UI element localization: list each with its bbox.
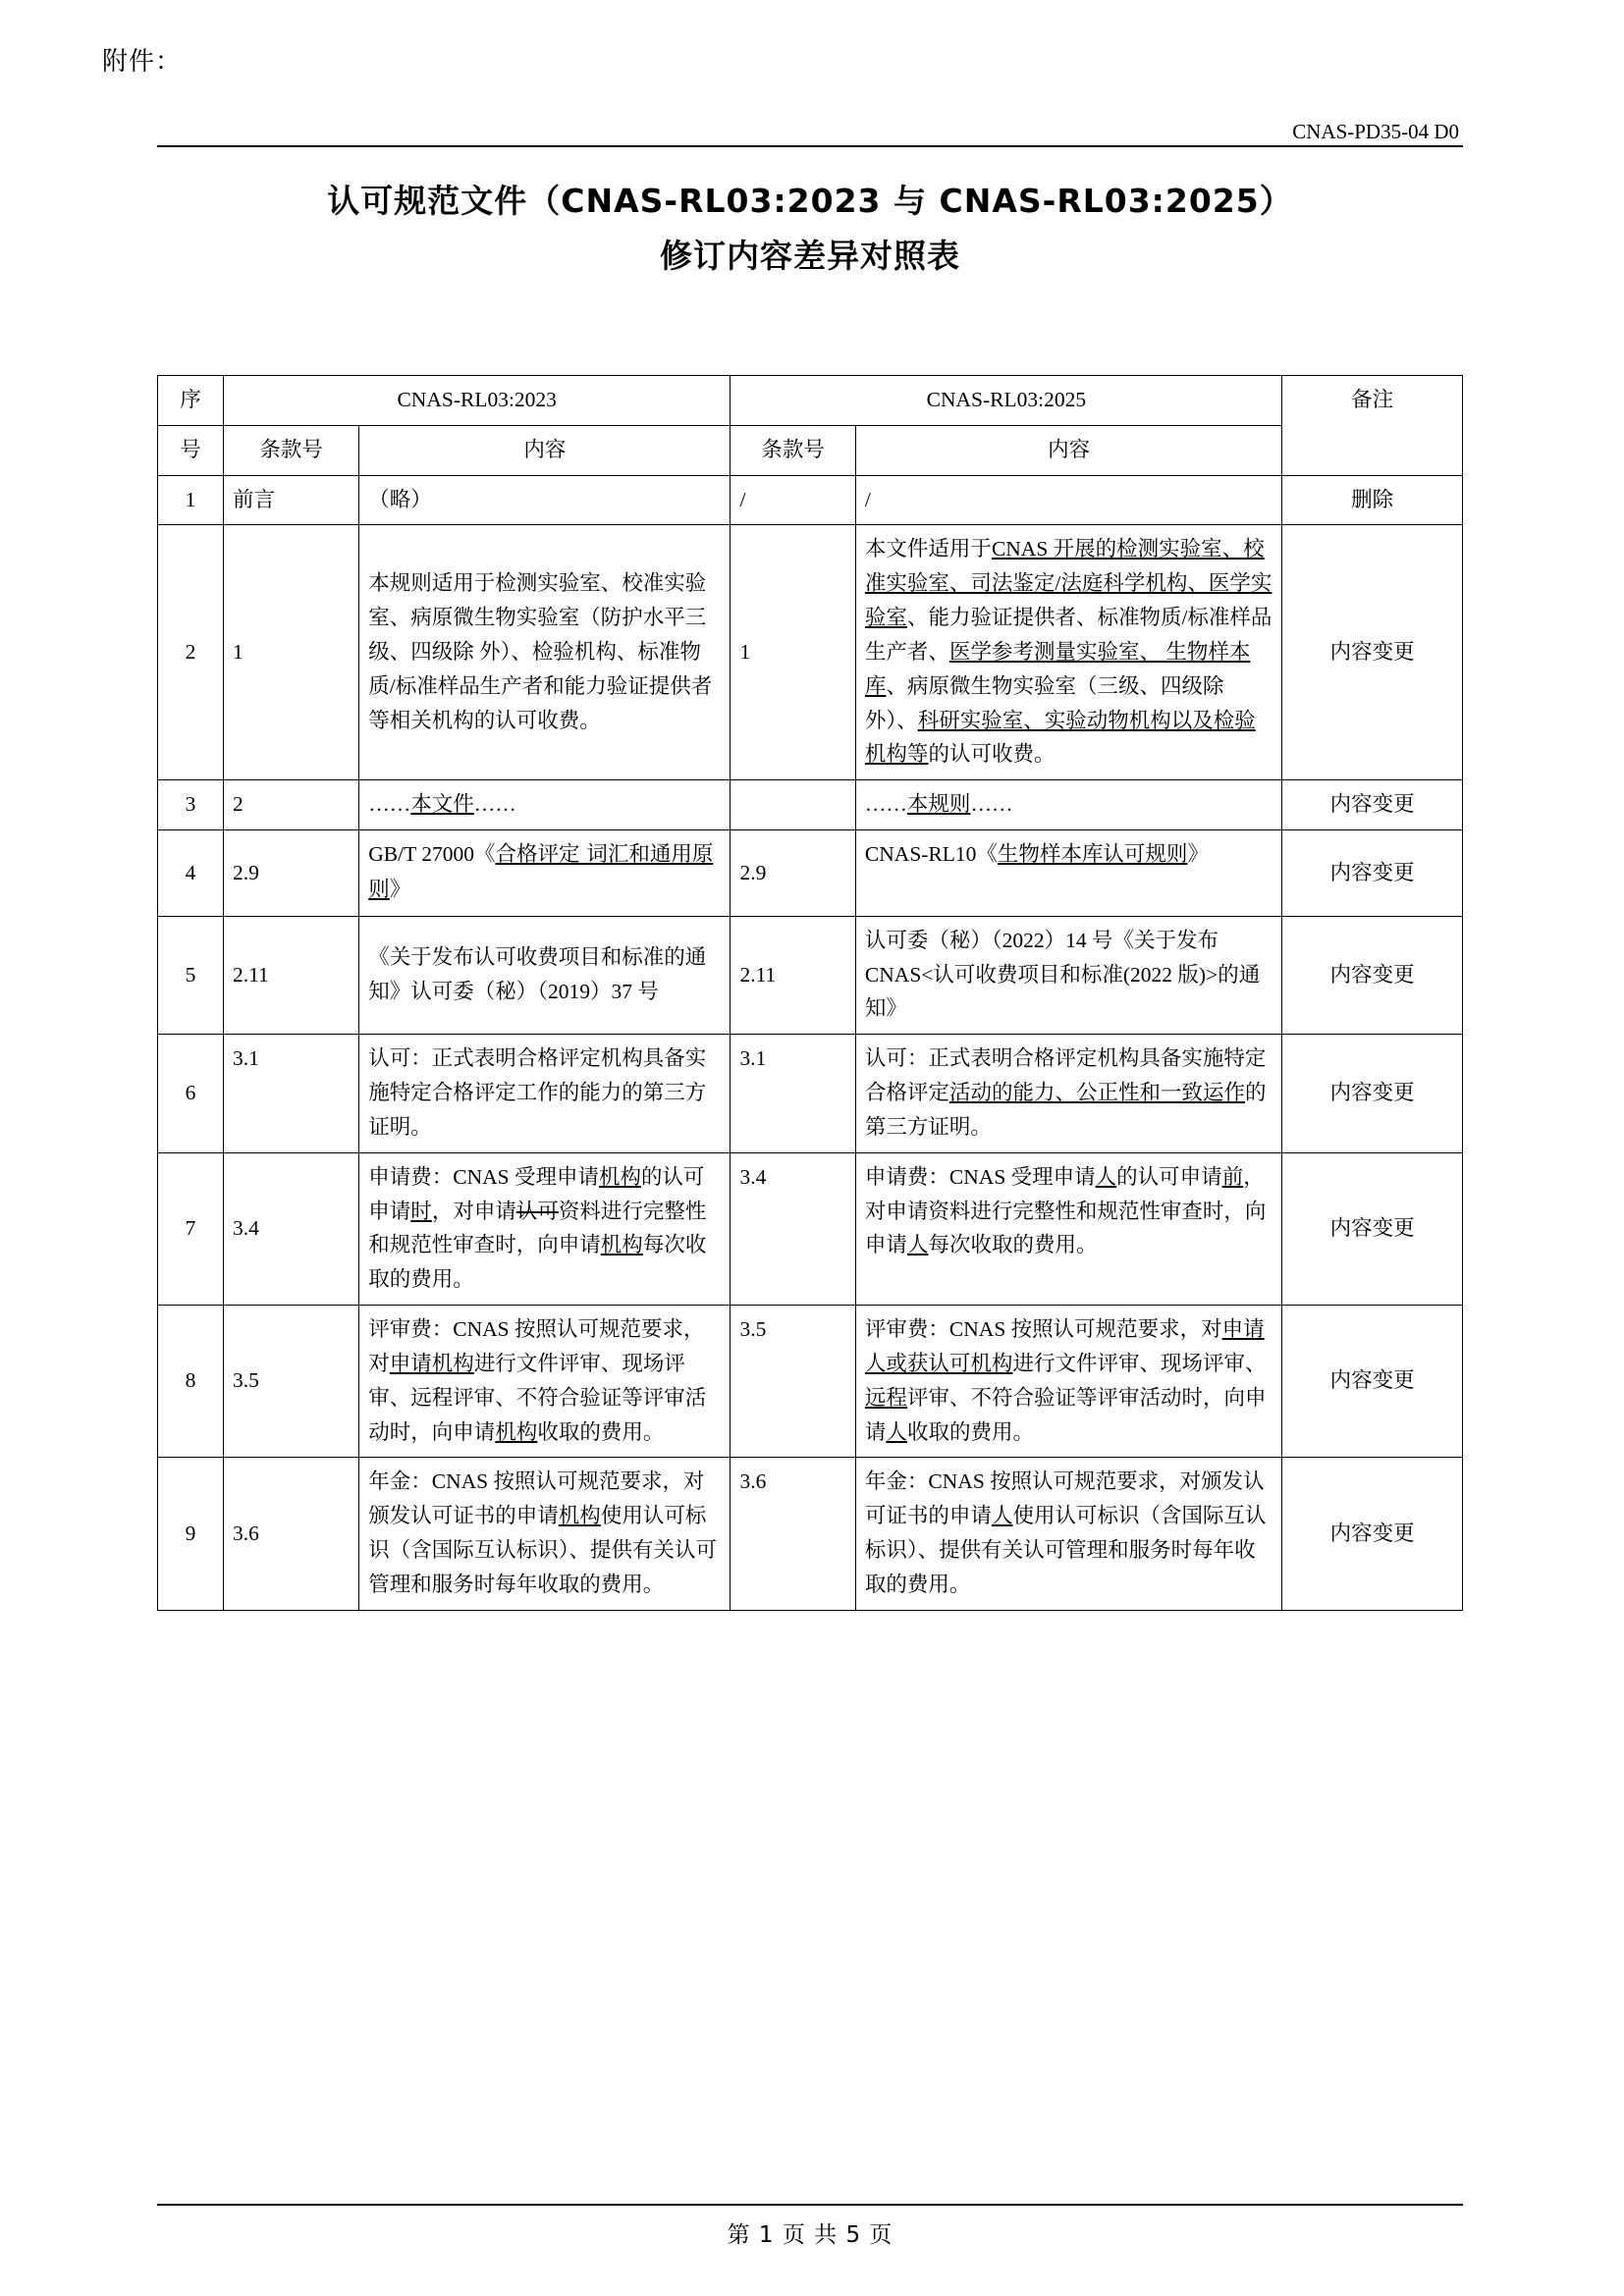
row-seq: 7 <box>158 1152 224 1305</box>
row-right-clause: 2.9 <box>731 830 855 917</box>
header-left-content: 内容 <box>359 425 731 475</box>
row-right-clause: 2.11 <box>731 916 855 1034</box>
header-right-group: CNAS-RL03:2025 <box>731 376 1282 426</box>
row-seq: 4 <box>158 830 224 917</box>
row-right-content: 年金：CNAS 按照认可规范要求，对颁发认可证书的申请人使用认可标识（含国际互认标识）、提供有关认可管理和服务时每年收取的费用。 <box>855 1458 1281 1610</box>
table-row <box>158 916 1463 1034</box>
row-left-content: 评审费：CNAS 按照认可规范要求，对申请机构进行文件评审、现场评审、远程评审、不符合验证等评审活动时，向申请机构收取的费用。 <box>359 1306 731 1458</box>
row-right-clause <box>731 780 855 830</box>
row-right-content: 认可委（秘）（2022）14 号《关于发布 CNAS<认可收费项目和标准(2022 版)>的通知》 <box>855 916 1281 1034</box>
row-left-content: 《关于发布认可收费项目和标准的通知》认可委（秘）（2019）37 号 <box>359 916 731 1034</box>
row-seq: 2 <box>158 525 224 780</box>
row-seq: 6 <box>158 1035 224 1152</box>
table-row <box>158 1152 1463 1305</box>
table-header-row-top <box>158 376 1463 426</box>
row-left-clause: 2 <box>223 780 358 830</box>
table-row <box>158 1035 1463 1152</box>
row-right-clause: / <box>731 475 855 525</box>
row-left-clause: 3.1 <box>223 1035 358 1152</box>
row-left-clause: 3.6 <box>223 1458 358 1610</box>
table-row <box>158 475 1463 525</box>
page-subtitle: 修订内容差异对照表 <box>660 236 960 275</box>
row-left-content: ……本文件…… <box>359 780 731 830</box>
attachment-label: 附件： <box>102 47 183 77</box>
table-row <box>158 1458 1463 1610</box>
row-left-clause: 1 <box>223 525 358 780</box>
row-note: 内容变更 <box>1282 916 1463 1034</box>
page-footer: 第 1 页 共 5 页 <box>727 2222 893 2248</box>
row-note: 内容变更 <box>1282 1306 1463 1458</box>
row-note: 内容变更 <box>1282 1458 1463 1610</box>
row-left-clause: 前言 <box>223 475 358 525</box>
document-code: CNAS-PD35-04 D0 <box>1292 120 1459 143</box>
header-left-clause: 条款号 <box>223 425 358 475</box>
row-seq: 5 <box>158 916 224 1034</box>
header-right-content: 内容 <box>855 425 1281 475</box>
row-right-clause: 3.4 <box>731 1152 855 1305</box>
diff-comparison-table <box>157 375 1463 1611</box>
row-right-clause: 3.1 <box>731 1035 855 1152</box>
row-right-content: 认可：正式表明合格评定机构具备实施特定合格评定活动的能力、公正性和一致运作的第三方证明。 <box>855 1035 1281 1152</box>
row-left-clause: 2.9 <box>223 830 358 917</box>
row-right-content: 申请费：CNAS 受理申请人的认可申请前，对申请资料进行完整性和规范性审查时，向申请人每次收取的费用。 <box>855 1152 1281 1305</box>
header-left-group: CNAS-RL03:2023 <box>223 376 730 426</box>
table-row <box>158 830 1463 917</box>
row-seq: 3 <box>158 780 224 830</box>
header-seq-top: 序 <box>158 376 224 426</box>
row-seq: 1 <box>158 475 224 525</box>
row-note: 内容变更 <box>1282 780 1463 830</box>
row-left-content: GB/T 27000《合格评定 词汇和通用原则》 <box>359 830 731 917</box>
header-note: 备注 <box>1282 376 1463 476</box>
table-header-row-sub <box>158 425 1463 475</box>
row-left-content: 年金：CNAS 按照认可规范要求，对颁发认可证书的申请机构使用认可标识（含国际互认标识）、提供有关认可管理和服务时每年收取的费用。 <box>359 1458 731 1610</box>
footer-divider <box>157 2204 1463 2206</box>
row-note: 内容变更 <box>1282 1035 1463 1152</box>
row-right-content: 评审费：CNAS 按照认可规范要求，对申请人或获认可机构进行文件评审、现场评审、远程评审、不符合验证等评审活动时，向申请人收取的费用。 <box>855 1306 1281 1458</box>
row-left-content: （略） <box>359 475 731 525</box>
title-block <box>157 177 1463 287</box>
row-left-clause: 2.11 <box>223 916 358 1034</box>
row-right-clause: 3.6 <box>731 1458 855 1610</box>
row-right-content: CNAS-RL10《生物样本库认可规则》 <box>855 830 1281 917</box>
header-seq-bottom: 号 <box>158 425 224 475</box>
row-note: 内容变更 <box>1282 1152 1463 1305</box>
row-right-clause: 1 <box>731 525 855 780</box>
table-row <box>158 1306 1463 1458</box>
row-note: 内容变更 <box>1282 830 1463 917</box>
row-note: 删除 <box>1282 475 1463 525</box>
row-seq: 8 <box>158 1306 224 1458</box>
table-row <box>158 780 1463 830</box>
page-title: 认可规范文件（CNAS-RL03:2023 与 CNAS-RL03:2025） <box>327 182 1293 220</box>
header-divider <box>157 145 1463 147</box>
header-right-clause: 条款号 <box>731 425 855 475</box>
row-left-content: 认可：正式表明合格评定机构具备实施特定合格评定工作的能力的第三方证明。 <box>359 1035 731 1152</box>
row-left-content: 本规则适用于检测实验室、校准实验室、病原微生物实验室（防护水平三级、四级除 外）、检验机构、标准物质/标准样品生产者和能力验证提供者等相关机构的认可收费。 <box>359 525 731 780</box>
row-right-clause: 3.5 <box>731 1306 855 1458</box>
row-right-content: 本文件适用于CNAS 开展的检测实验室、校准实验室、司法鉴定/法庭科学机构、医学实验室、能力验证提供者、标准物质/标准样品生产者、医学参考测量实验室、 生物样本库、病原微生物实验室（三级、四级除外）、科研实验室、实验动物机构以及检验机构等的认可收费。 <box>855 525 1281 780</box>
row-seq: 9 <box>158 1458 224 1610</box>
row-left-clause: 3.4 <box>223 1152 358 1305</box>
row-right-content: / <box>855 475 1281 525</box>
row-left-clause: 3.5 <box>223 1306 358 1458</box>
row-left-content: 申请费：CNAS 受理申请机构的认可申请时，对申请认可资料进行完整性和规范性审查时，向申请机构每次收取的费用。 <box>359 1152 731 1305</box>
row-right-content: ……本规则…… <box>855 780 1281 830</box>
row-note: 内容变更 <box>1282 525 1463 780</box>
table-row <box>158 525 1463 780</box>
